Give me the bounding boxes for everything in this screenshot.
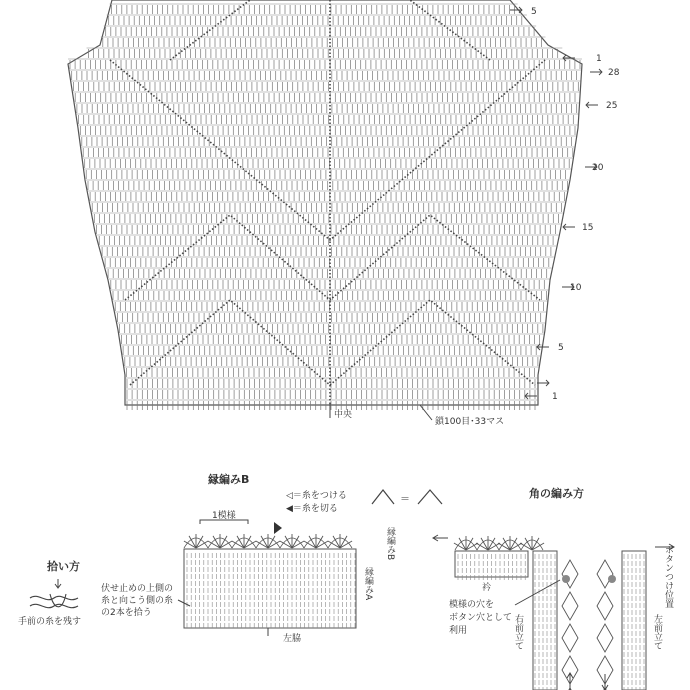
- band-stitch-row: [624, 638, 644, 643]
- band-edge-loop: [597, 560, 613, 588]
- fan-stitch: [184, 534, 208, 548]
- band-edge-loop: [597, 592, 613, 620]
- pickup-title: 拾い方: [47, 560, 80, 573]
- band-stitch-row: [535, 575, 555, 580]
- edging-b-side-label: 縁編みB: [385, 527, 395, 561]
- edging-note-line-2: 糸と向こう側の糸: [101, 596, 174, 606]
- left-side-label: 左脇: [283, 634, 302, 644]
- band-stitch-row: [624, 603, 644, 608]
- chart-stitch-row: [89, 49, 558, 58]
- band-stitch-row: [624, 652, 644, 657]
- band-stitch-row: [624, 610, 644, 615]
- chart-stitch-row: [77, 104, 577, 113]
- collar-label: 衿: [482, 583, 492, 593]
- band-stitch-row: [624, 596, 644, 601]
- band-edge-loop: [562, 592, 578, 620]
- buttonhole-note-line-1: 模様の穴を: [449, 600, 495, 610]
- chart-stitch-row: [102, 247, 551, 256]
- left-front-arrow: [602, 674, 608, 690]
- corner-fans: [454, 536, 544, 550]
- fan-stitch: [328, 534, 352, 548]
- band-stitch-row: [624, 575, 644, 580]
- chart-stitch-row: [82, 137, 572, 146]
- collar-stitch-row: [458, 568, 525, 573]
- chart-stitch-row: [125, 357, 538, 366]
- band-stitch-row: [535, 631, 555, 636]
- band-stitch-row: [624, 568, 644, 573]
- corner-arrow-in: [433, 535, 448, 541]
- corner-title: 角の編み方: [529, 487, 584, 500]
- pickup-caption: 手前の糸を残す: [18, 617, 82, 627]
- buttonhole-note-line-2: ボタン穴として: [449, 613, 513, 623]
- band-stitch-row: [624, 680, 644, 685]
- edging-a-stitch-row: [187, 588, 355, 593]
- chart-stitch-row: [92, 203, 561, 212]
- right-front-arrow: [567, 673, 573, 690]
- chart-stitch-row: [108, 269, 547, 278]
- symbol-v-right: [418, 490, 442, 504]
- row-number-20: 20: [592, 163, 604, 173]
- band-stitch-row: [535, 617, 555, 622]
- button-position-marker: [608, 575, 616, 583]
- collar-stitch-row: [458, 561, 525, 566]
- front-band-grids: [535, 554, 644, 690]
- fan-stitch: [208, 534, 232, 548]
- equivalence-sign: ＝: [400, 494, 410, 505]
- band-stitch-row: [535, 645, 555, 650]
- row-number-28: 28: [608, 68, 620, 78]
- base-chain-label: 鎖100目･33マス: [435, 417, 505, 427]
- chart-stitch-row: [75, 93, 575, 102]
- band-stitch-row: [624, 631, 644, 636]
- edging-a-stitch-row: [187, 602, 355, 607]
- buttonhole-marker: [562, 575, 570, 583]
- chart-stitch-row: [103, 38, 542, 47]
- row-number-10: 10: [570, 283, 582, 293]
- band-stitch-row: [535, 596, 555, 601]
- chart-stitch-row: [72, 71, 577, 80]
- band-stitch-row: [535, 561, 555, 566]
- buttonhole-note-line-3: 利用: [449, 626, 468, 636]
- band-stitch-row: [624, 624, 644, 629]
- chart-stitch-row: [85, 159, 570, 168]
- band-stitch-row: [624, 554, 644, 559]
- chart-stitch-row: [111, 280, 545, 289]
- row-number-25: 25: [606, 101, 618, 111]
- band-stitch-row: [535, 624, 555, 629]
- edging-b-title: 縁編みB: [208, 473, 250, 486]
- main-chart-grid: [68, 4, 582, 410]
- chart-stitch-row: [109, 16, 522, 25]
- symbol-v-left: [372, 490, 394, 504]
- band-edge-loop: [597, 624, 613, 652]
- band-stitch-row: [624, 589, 644, 594]
- left-front-band: [622, 551, 646, 690]
- fan-stitch: [280, 534, 304, 548]
- edging-a-stitch-row: [187, 567, 355, 572]
- chart-stitch-row: [127, 401, 535, 410]
- edging-b-section: [101, 472, 442, 644]
- left-front-label: 左前立て: [652, 614, 662, 650]
- band-stitch-row: [535, 680, 555, 685]
- edging-a-block: [184, 549, 356, 628]
- chart-stitch-row: [106, 27, 534, 36]
- edging-a-grid: [187, 553, 355, 628]
- buttonhole-leader: [515, 580, 560, 605]
- right-front-label: 右前立て: [513, 614, 523, 650]
- chart-stitch-row: [83, 148, 573, 157]
- collar-grid: [458, 554, 525, 580]
- pickup-arrow: [55, 579, 61, 588]
- band-edge-loop: [562, 624, 578, 652]
- band-stitch-row: [535, 610, 555, 615]
- edging-a-stitch-row: [187, 616, 355, 621]
- edging-a-stitch-row: [187, 623, 355, 628]
- row-arrow: [563, 55, 575, 61]
- band-stitch-row: [535, 673, 555, 678]
- band-stitch-row: [535, 652, 555, 657]
- right-front-band: [533, 551, 557, 690]
- band-stitch-row: [535, 666, 555, 671]
- chart-stitch-row: [120, 324, 543, 333]
- fan-stitch: [454, 536, 478, 550]
- band-stitch-row: [535, 568, 555, 573]
- chart-stitch-row: [94, 214, 558, 223]
- row-arrow: [537, 380, 549, 386]
- corner-section: [433, 486, 674, 690]
- band-stitch-row: [624, 561, 644, 566]
- fan-stitch: [232, 534, 256, 548]
- legend-cut-yarn: ◀＝糸を切る: [286, 504, 338, 514]
- fan-stitch: [256, 534, 280, 548]
- fan-stitch: [498, 536, 522, 550]
- band-stitch-row: [535, 638, 555, 643]
- chart-stitch-row: [70, 60, 580, 69]
- pickup-section: [18, 559, 81, 627]
- motif-line: [130, 300, 535, 385]
- base-chain-leader: [420, 405, 432, 420]
- fan-stitch: [520, 536, 544, 550]
- chart-stitch-row: [117, 313, 540, 322]
- band-stitch-row: [535, 659, 555, 664]
- row-number-15: 15: [582, 223, 594, 233]
- row-number-5: 5: [558, 343, 564, 353]
- collar-stitch-row: [458, 554, 525, 559]
- pickup-yarn-illustration: [30, 594, 78, 608]
- edging-a-side-label: 縁編みA: [363, 567, 373, 601]
- edging-note-line-1: 伏せ止めの上側の: [101, 584, 174, 594]
- cut-yarn-marker: [274, 522, 282, 534]
- edging-b-fans: [184, 522, 352, 548]
- chart-stitch-row: [115, 302, 543, 311]
- row-arrow: [586, 102, 598, 108]
- fan-stitch: [476, 536, 500, 550]
- repeat-label: 1模様: [212, 511, 236, 521]
- band-stitch-row: [535, 589, 555, 594]
- chart-stitch-row: [73, 82, 578, 91]
- row-arrow: [590, 69, 602, 75]
- chart-stitch-row: [127, 390, 535, 399]
- chart-stitch-row: [90, 192, 564, 201]
- row-arrow: [563, 224, 575, 230]
- main-body-chart: [68, 0, 620, 427]
- legend-join-yarn: ◁＝糸をつける: [286, 491, 347, 501]
- band-stitch-row: [624, 666, 644, 671]
- row-number-1: 1: [552, 392, 558, 402]
- edging-note-line-3: の2本を拾う: [101, 608, 152, 618]
- band-stitch-row: [624, 645, 644, 650]
- band-stitch-row: [535, 603, 555, 608]
- chart-stitch-row: [79, 115, 574, 124]
- chart-stitch-row: [99, 236, 553, 245]
- chart-stitch-row: [88, 181, 567, 190]
- row-number-top-1: 1: [596, 54, 602, 64]
- edging-a-stitch-row: [187, 609, 355, 614]
- edging-a-stitch-row: [187, 574, 355, 579]
- band-stitch-row: [624, 659, 644, 664]
- band-stitch-row: [624, 582, 644, 587]
- chart-stitch-row: [80, 126, 575, 135]
- band-stitch-row: [624, 617, 644, 622]
- edging-a-stitch-row: [187, 560, 355, 565]
- chart-stitch-row: [112, 5, 515, 14]
- row-number-top-5: 5: [531, 7, 537, 17]
- edging-a-stitch-row: [187, 581, 355, 586]
- chart-stitch-row: [86, 170, 565, 179]
- band-edge-loop: [562, 560, 578, 588]
- chart-stitch-row: [96, 225, 555, 234]
- band-stitch-row: [535, 554, 555, 559]
- button-position-label: ボタンつけ位置: [663, 545, 673, 608]
- chart-stitch-row: [127, 379, 535, 388]
- edging-a-stitch-row: [187, 553, 355, 558]
- band-stitch-row: [624, 673, 644, 678]
- center-label: 中央: [334, 410, 353, 420]
- edging-a-stitch-row: [187, 595, 355, 600]
- fan-stitch: [304, 534, 328, 548]
